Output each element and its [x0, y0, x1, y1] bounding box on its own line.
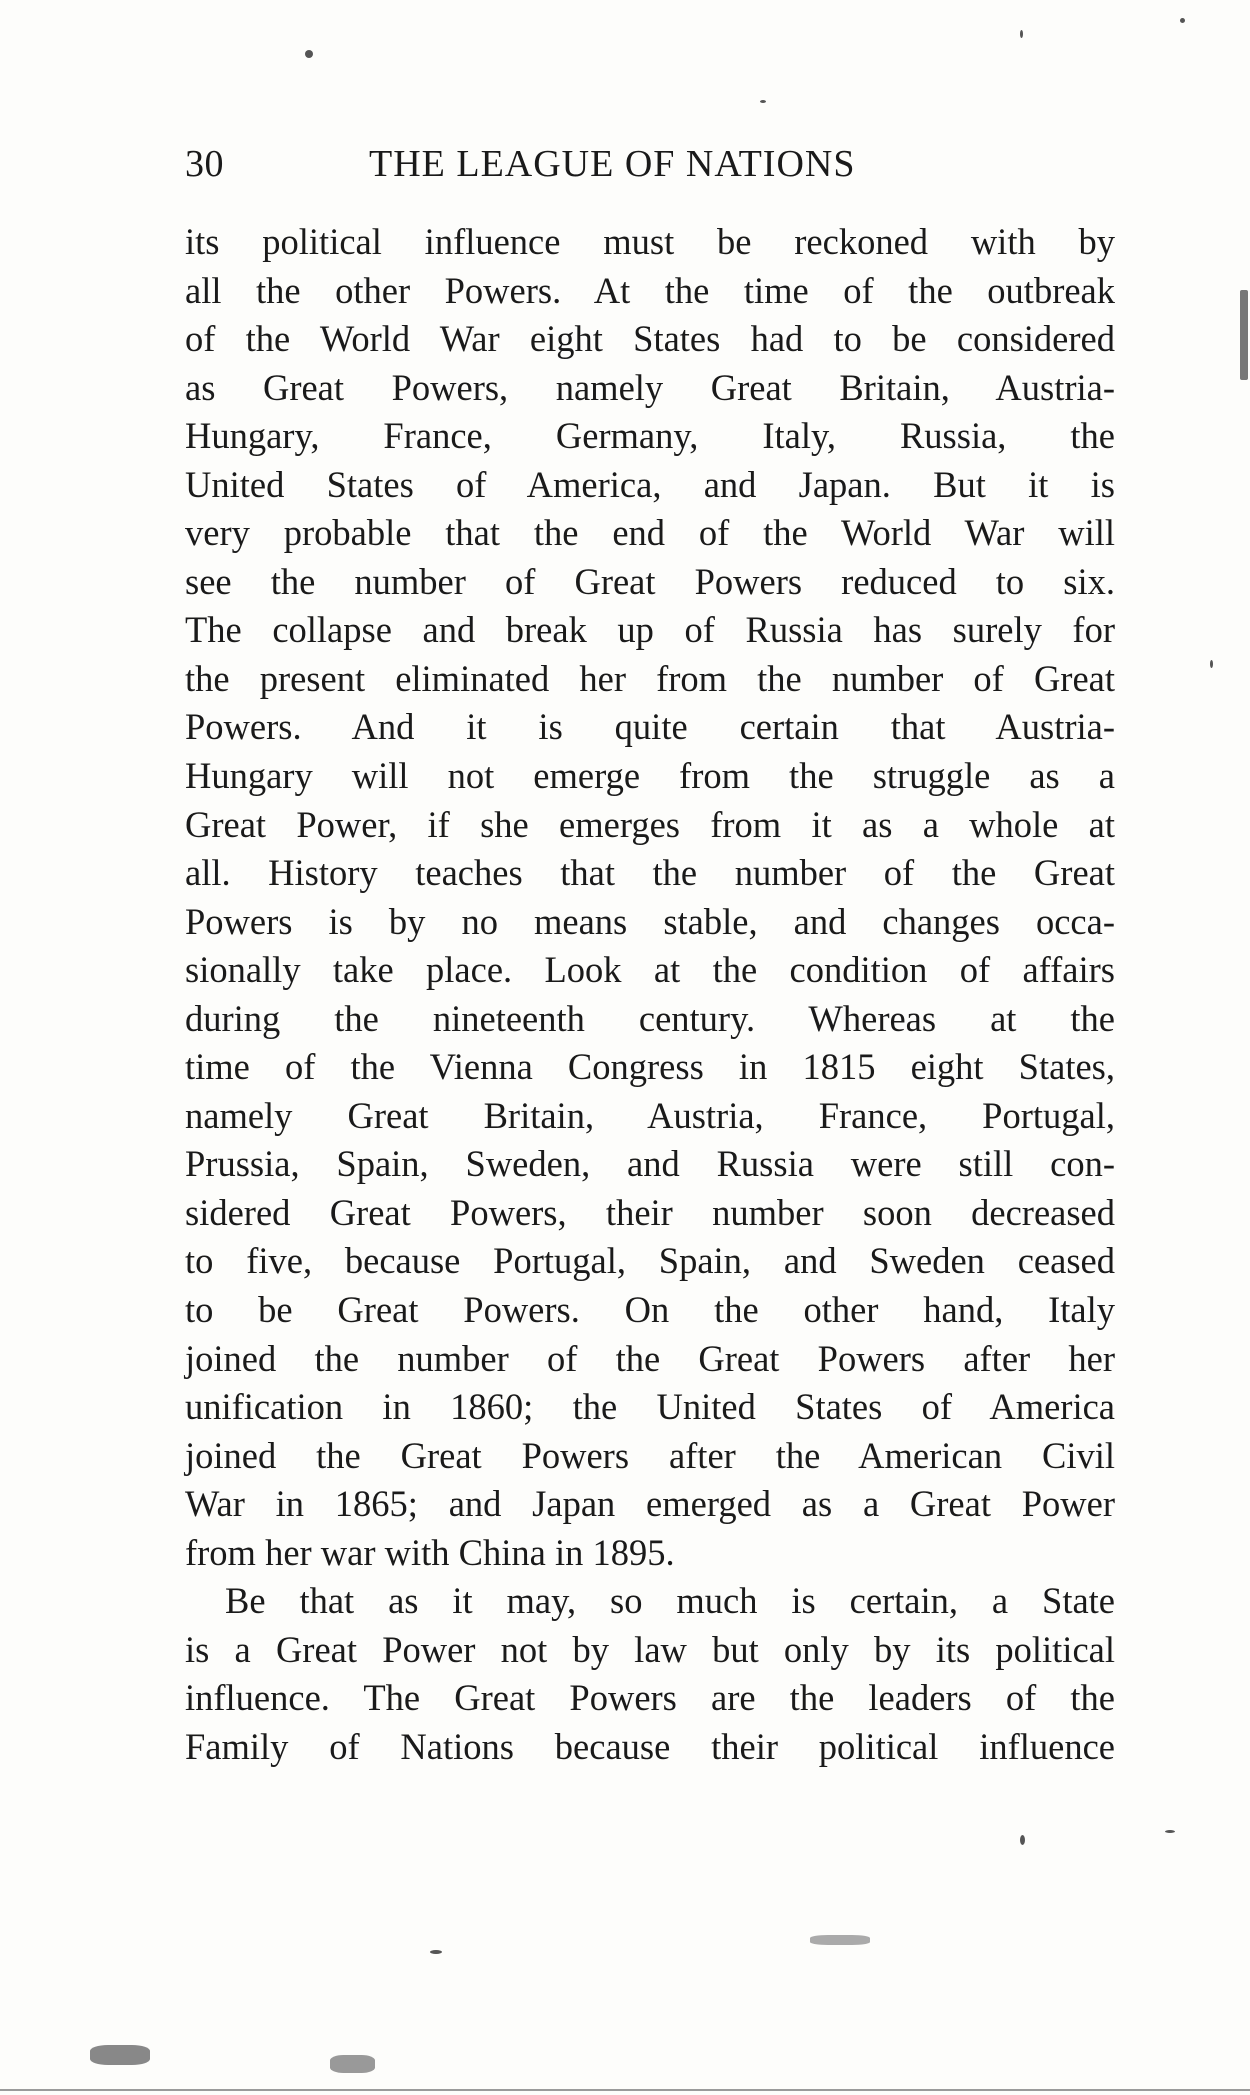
- text-line: during the nineteenth century. Whereas at the: [185, 997, 1115, 1039]
- paragraph-start-line: Be that as it may, so much is certain, a State: [225, 1580, 1115, 1622]
- scan-speck: [810, 1935, 870, 1945]
- text-line: is a Great Power not by law but only by its political: [185, 1628, 1115, 1670]
- scan-speck: [90, 2045, 150, 2065]
- scan-speck: [330, 2055, 375, 2073]
- text-line: of the World War eight States had to be considered: [185, 318, 1115, 360]
- text-line: Great Power, if she emerges from it as a whole at: [185, 803, 1115, 845]
- text-line: Powers is by no means stable, and changes occa-: [185, 900, 1115, 942]
- scan-speck: [1165, 1830, 1175, 1833]
- text-line: Prussia, Spain, Sweden, and Russia were still con-: [185, 1143, 1115, 1185]
- text-line: time of the Vienna Congress in 1815 eight States,: [185, 1046, 1115, 1088]
- text-line: sionally take place. Look at the condition of affairs: [185, 949, 1115, 991]
- text-line: joined the Great Powers after the American Civil: [185, 1434, 1115, 1476]
- text-line: influence. The Great Powers are the leaders of the: [185, 1677, 1115, 1719]
- text-line: joined the number of the Great Powers after her: [185, 1337, 1115, 1379]
- page-number: 30: [185, 143, 224, 185]
- scan-speck: [430, 1950, 442, 1954]
- scan-speck: [1240, 290, 1248, 380]
- text-line: Family of Nations because their political influence: [185, 1725, 1115, 1767]
- text-line: unification in 1860; the United States of America: [185, 1386, 1115, 1428]
- scan-speck: [1020, 1835, 1025, 1845]
- text-line: all. History teaches that the number of the Great: [185, 852, 1115, 894]
- text-line: see the number of Great Powers reduced to six.: [185, 560, 1115, 602]
- paragraph-end-line: from her war with China in 1895.: [185, 1531, 675, 1573]
- scan-speck: [1210, 660, 1213, 668]
- text-line: War in 1865; and Japan emerged as a Great Power: [185, 1483, 1115, 1525]
- text-line: The collapse and break up of Russia has surely for: [185, 609, 1115, 651]
- scan-edge: [0, 2089, 1250, 2091]
- running-title: THE LEAGUE OF NATIONS: [369, 143, 856, 185]
- text-line: as Great Powers, namely Great Britain, Austria-: [185, 366, 1115, 408]
- body-text: [185, 218, 1115, 1772]
- text-line: to be Great Powers. On the other hand, Italy: [185, 1289, 1115, 1331]
- text-line: all the other Powers. At the time of the outbreak: [185, 269, 1115, 311]
- text-line: its political influence must be reckoned with by: [185, 221, 1115, 262]
- text-line: United States of America, and Japan. But it is: [185, 463, 1115, 505]
- scan-speck: [1020, 30, 1023, 38]
- text-line: Hungary will not emerge from the struggle as a: [185, 755, 1115, 797]
- text-line: Powers. And it is quite certain that Austria-: [185, 706, 1115, 748]
- text-line: the present eliminated her from the number of Great: [185, 657, 1115, 699]
- text-line: to five, because Portugal, Spain, and Sweden ceased: [185, 1240, 1115, 1282]
- text-line: namely Great Britain, Austria, France, Portugal,: [185, 1094, 1115, 1136]
- text-line: sidered Great Powers, their number soon decreased: [185, 1191, 1115, 1233]
- scan-speck: [760, 100, 766, 103]
- page-header: [185, 142, 1115, 192]
- text-line: very probable that the end of the World War will: [185, 512, 1115, 554]
- scan-speck: [305, 50, 313, 58]
- scan-speck: [1180, 18, 1185, 23]
- text-line: Hungary, France, Germany, Italy, Russia, the: [185, 415, 1115, 457]
